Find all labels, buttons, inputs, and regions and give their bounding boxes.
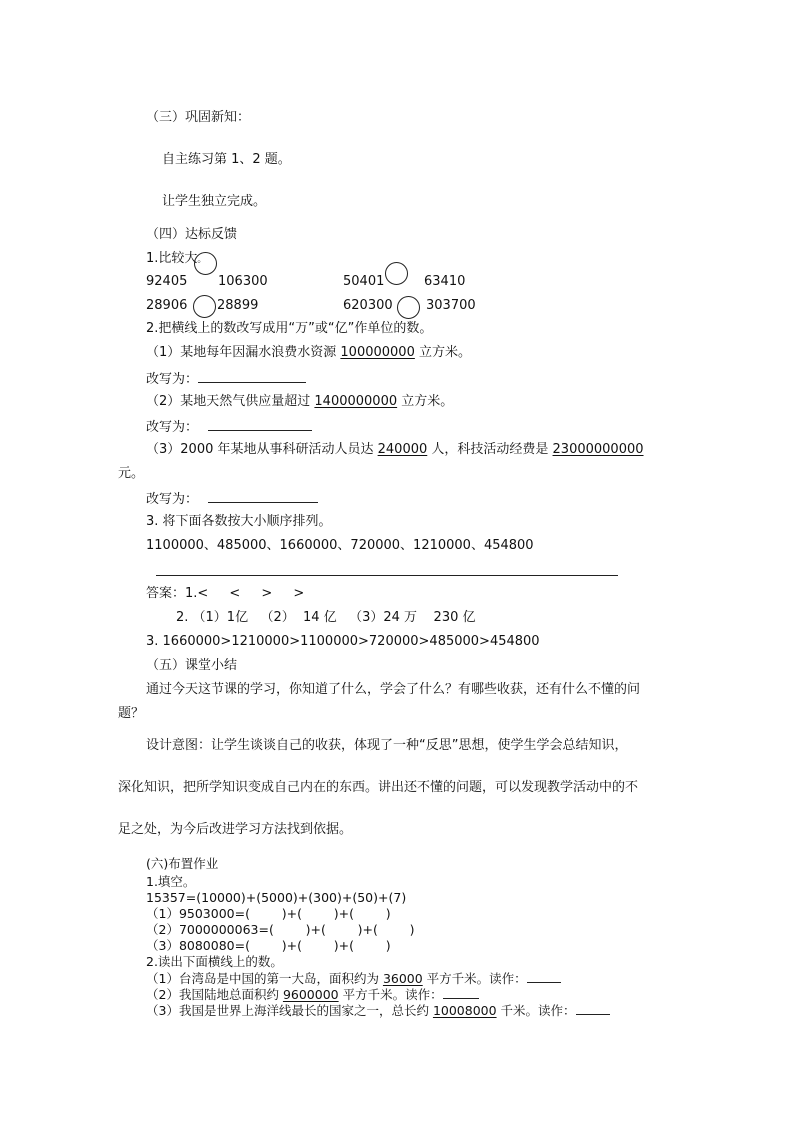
- underlined-number: 9600000: [282, 987, 339, 1002]
- compare-right: 106300: [218, 274, 268, 289]
- question-1-text: 1.比较大: [146, 251, 198, 266]
- rewrite-line: [146, 370, 306, 388]
- section-6-heading: (六)布置作业: [146, 856, 219, 871]
- section-3-paragraph: 让学生独立完成。: [162, 194, 267, 209]
- answer-label: 答案：1.: [146, 586, 198, 601]
- fill-item: （3）8080080=( )+( )+( ): [146, 938, 391, 953]
- fill-item: （2）7000000063=( )+( )+( ): [146, 922, 415, 937]
- answer-blank[interactable]: [198, 370, 306, 383]
- question-2-item: [146, 345, 471, 361]
- read-item: [146, 1002, 610, 1018]
- item-text: （2）某地天然气供应量超过: [146, 394, 315, 409]
- design-intent-paragraph: 足之处，为今后改进学习方法找到依据。: [118, 822, 353, 837]
- rewrite-label: 改写为：: [146, 372, 199, 387]
- rewrite-label: 改写为：: [146, 420, 199, 435]
- question-3-numbers: 1100000、485000、1660000、720000、1210000、454800: [146, 538, 534, 553]
- compare-left: 50401: [343, 274, 385, 289]
- compare-circle-blank[interactable]: [194, 252, 217, 275]
- read-item-text: 千米。读作：: [496, 1003, 576, 1018]
- answer-symbol: <: [229, 586, 241, 601]
- answer-1: [146, 586, 304, 602]
- compare-right: 28899: [217, 298, 259, 313]
- item-text: 立方米。: [414, 345, 471, 360]
- homework-1-label: 1.填空。: [146, 874, 196, 889]
- question-3-label: 3. 将下面各数按大小顺序排列。: [146, 514, 332, 529]
- homework-example: 15357=(10000)+(5000)+(300)+(50)+(7): [146, 890, 407, 905]
- compare-circle-blank[interactable]: [193, 295, 216, 318]
- fill-item-text: （3）8080080=(: [146, 938, 250, 953]
- answer-3: 3. 1660000>1210000>1100000>720000>485000>454800: [146, 634, 540, 649]
- rewrite-line: [146, 490, 318, 508]
- section-4-heading: （四）达标反馈: [146, 227, 238, 242]
- underlined-number: 1400000000: [314, 394, 398, 409]
- rewrite-line: [146, 418, 312, 436]
- answer-blank[interactable]: [527, 970, 561, 983]
- compare-left: 620300: [343, 298, 393, 313]
- compare-circle-blank[interactable]: [385, 262, 408, 285]
- fill-item-text: （1）9503000=(: [146, 906, 250, 921]
- read-item: [146, 970, 561, 986]
- underlined-number: 23000000000: [552, 442, 644, 457]
- design-intent-paragraph: 设计意图：让学生谈谈自己的收获，体现了一种“反思”思想，使学生学会总结知识，: [146, 738, 628, 753]
- underlined-number: 240000: [377, 442, 428, 457]
- compare-left: 28906: [146, 298, 188, 313]
- answer-symbol: >: [261, 586, 273, 601]
- read-item-text: （2）我国陆地总面积约: [146, 987, 283, 1002]
- compare-right: 303700: [426, 298, 476, 313]
- answer-symbol: >: [293, 586, 305, 601]
- answer-blank[interactable]: [208, 490, 318, 503]
- fill-item: （1）9503000=( )+( )+( ): [146, 906, 391, 921]
- item-text: 立方米。: [397, 394, 454, 409]
- read-item-text: （1）台湾岛是中国的第一大岛，面积约为: [146, 971, 383, 986]
- section-3-paragraph: 自主练习第 1、2 题。: [162, 152, 291, 167]
- compare-left: 92405: [146, 274, 188, 289]
- answer-blank[interactable]: [443, 986, 479, 999]
- design-intent-paragraph: 深化知识，把所学知识变成自己内在的东西。讲出还不懂的问题，可以发现教学活动中的不: [118, 780, 639, 795]
- answer-2: 2. （1）1亿 （2） 14 亿 （3）24 万 230 亿: [176, 610, 476, 625]
- answer-symbol: <: [197, 586, 209, 601]
- underlined-number: 10008000: [432, 1003, 497, 1018]
- answer-blank[interactable]: [576, 1002, 610, 1015]
- rewrite-label: 改写为：: [146, 492, 199, 507]
- compare-right: 63410: [424, 274, 466, 289]
- question-2-label: 2.把横线上的数改写成用“万”或“亿”作单位的数。: [146, 321, 433, 336]
- question-2-item: [146, 394, 453, 410]
- answer-line[interactable]: [156, 575, 618, 576]
- read-item-text: （3）我国是世界上海洋线最长的国家之一，总长约: [146, 1003, 433, 1018]
- compare-circle-blank[interactable]: [397, 296, 420, 319]
- read-item-text: 平方千米。读作：: [422, 971, 527, 986]
- fill-item-text: （2）7000000063=(: [146, 922, 274, 937]
- item-text: （3）2000 年某地从事科研活动人员达: [146, 442, 378, 457]
- underlined-number: 100000000: [340, 345, 415, 360]
- summary-paragraph: 通过今天这节课的学习，你知道了什么，学会了什么？有哪些收获，还有什么不懂的问: [146, 682, 641, 697]
- question-2-item: [146, 442, 644, 458]
- read-item-text: 平方千米。读作：: [338, 987, 443, 1002]
- answer-blank[interactable]: [208, 418, 312, 431]
- underlined-number: 36000: [382, 971, 423, 986]
- question-1-punct: 。: [197, 255, 207, 265]
- summary-paragraph: 题？: [118, 706, 145, 721]
- section-3-heading: （三）巩固新知：: [146, 110, 251, 125]
- item-text: （1）某地每年因漏水浪费水资源: [146, 345, 341, 360]
- item-wrap-text: 元。: [118, 466, 145, 481]
- section-5-heading: （五）课堂小结: [146, 658, 238, 673]
- item-text: 人，科技活动经费是: [427, 442, 553, 457]
- read-item: [146, 986, 479, 1002]
- homework-2-label: 2.读出下面横线上的数。: [146, 954, 283, 969]
